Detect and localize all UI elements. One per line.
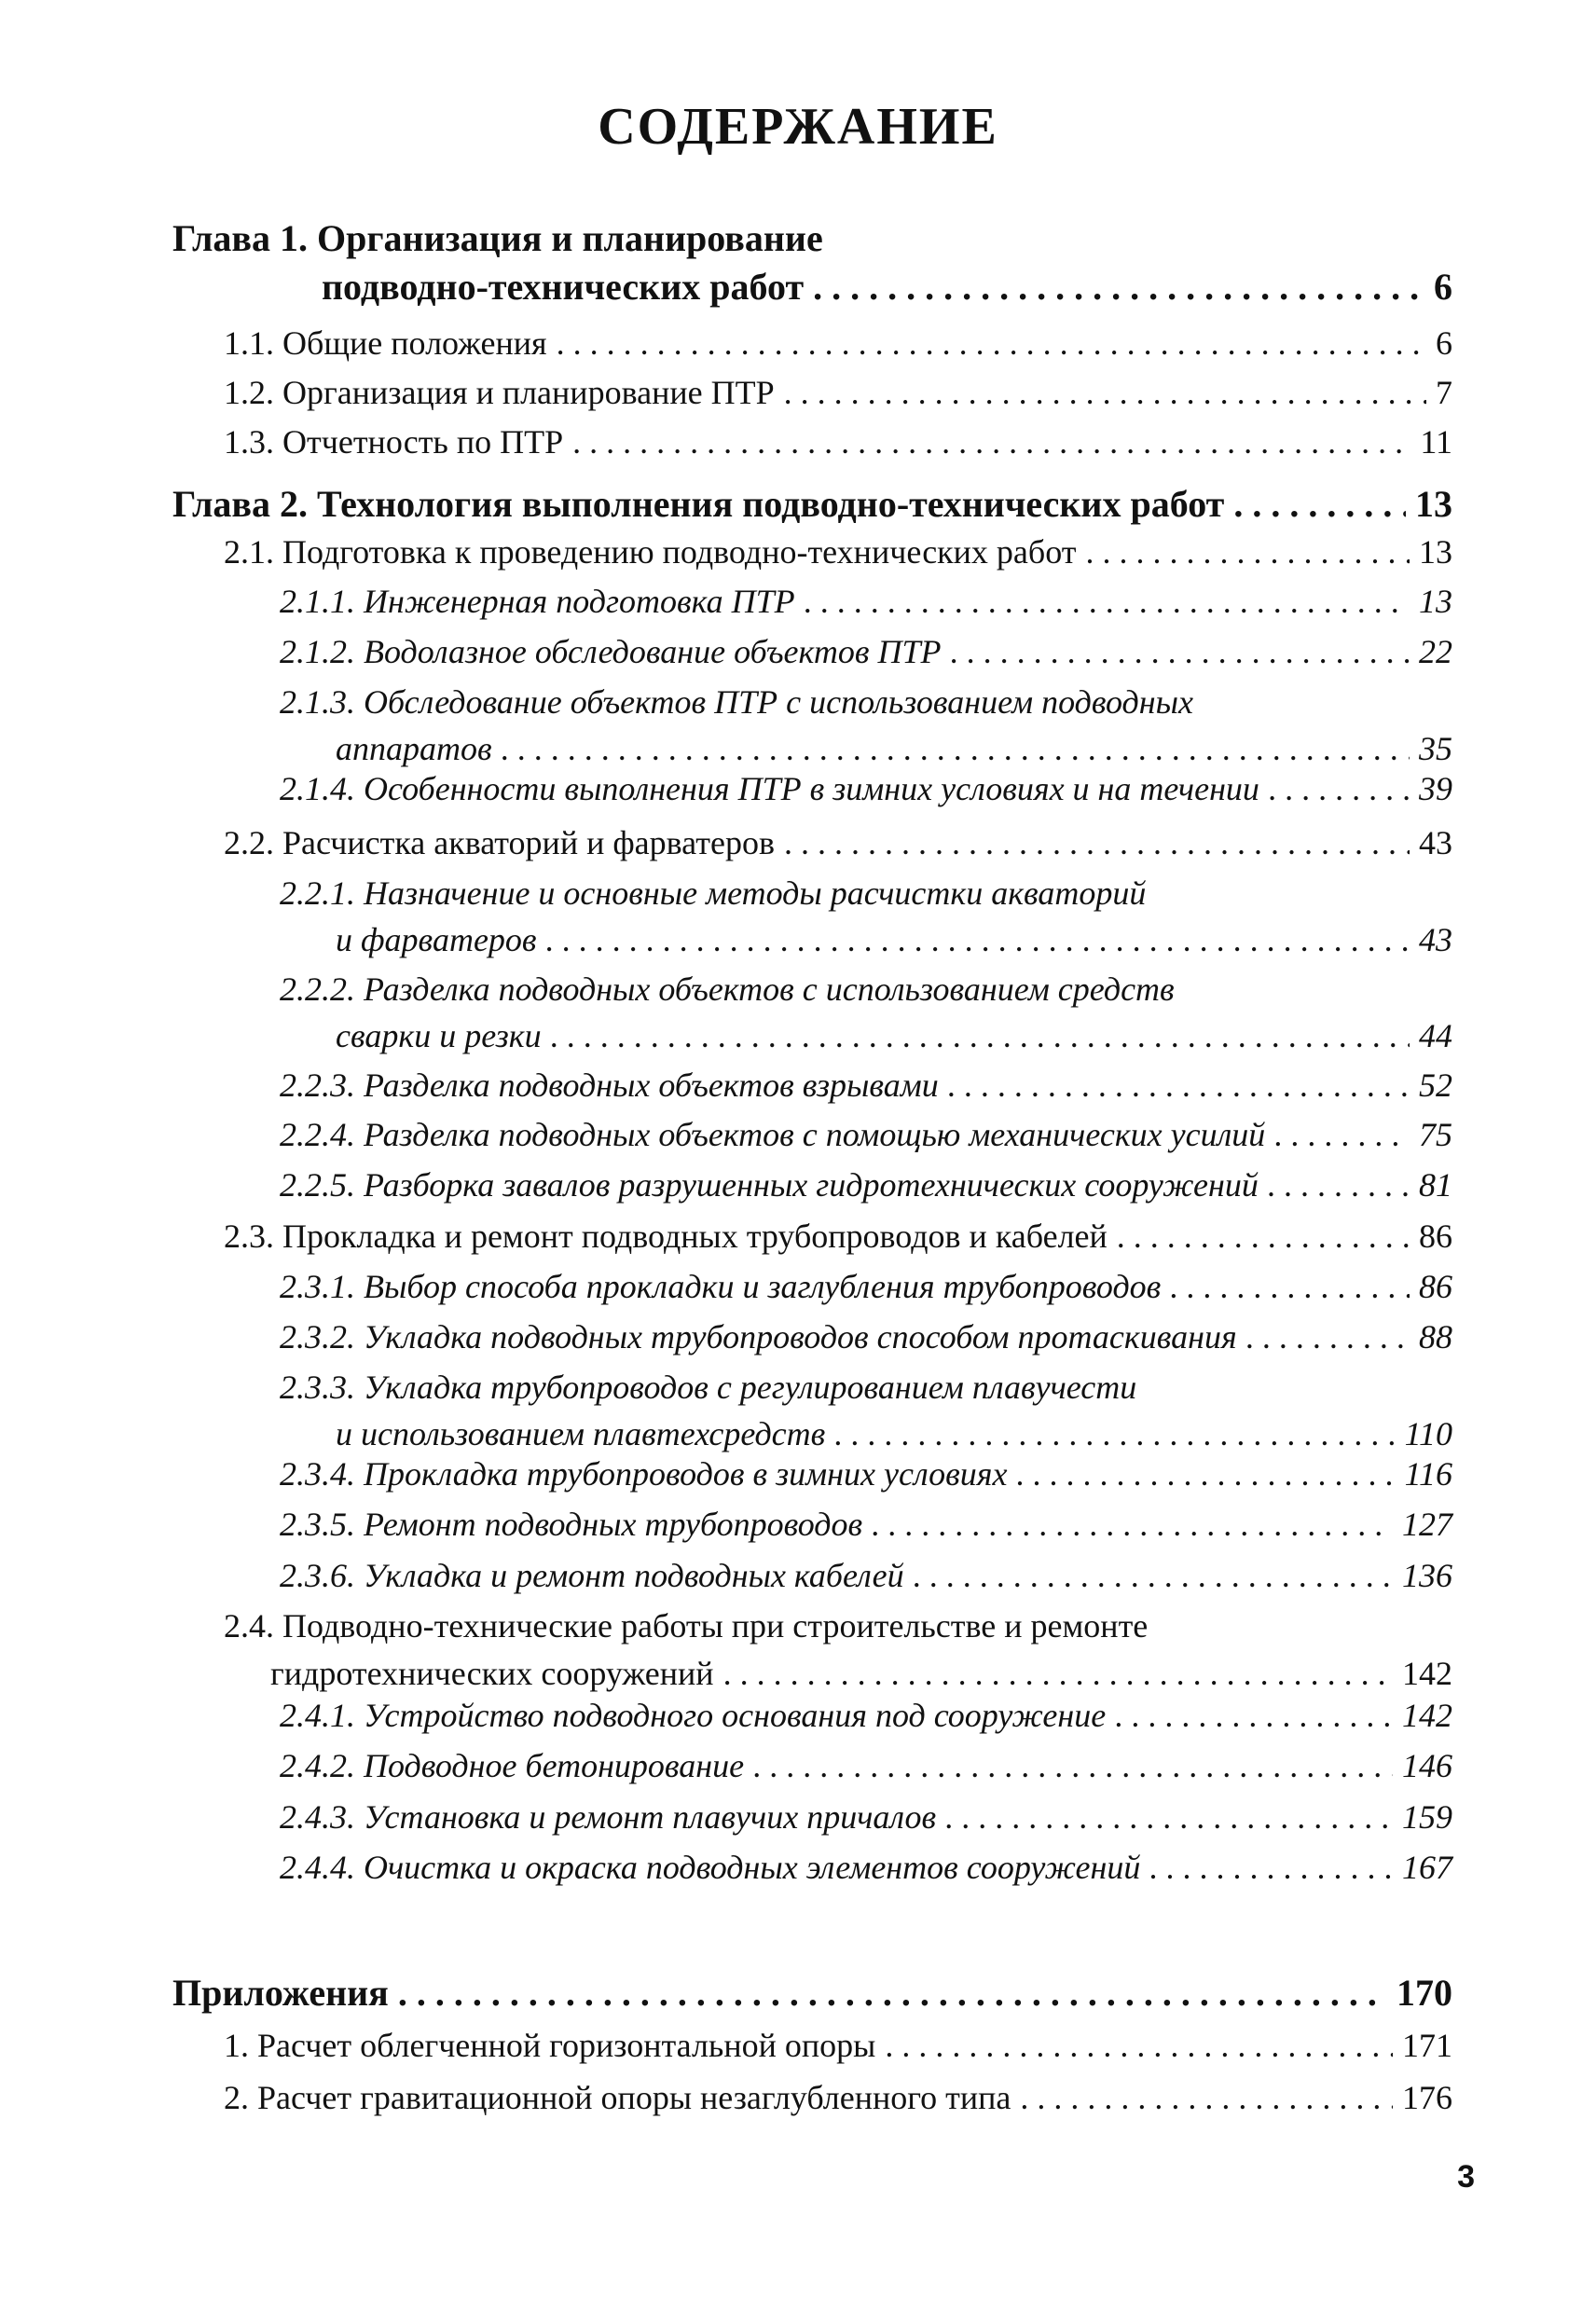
toc-entry-title-line: 2.1.3. Обследование объектов ПТР с использованием подводных <box>280 683 1193 721</box>
toc-entry-page: 142 <box>1402 1697 1452 1734</box>
dot-leader <box>546 920 1410 959</box>
dot-leader <box>557 323 1426 363</box>
toc-entry-title: аппаратов <box>336 730 492 767</box>
page-number: 3 <box>1457 2159 1475 2195</box>
dot-leader <box>872 1505 1393 1544</box>
toc-entry-title: 2.3.1. Выбор способа прокладки и заглубления трубопроводов <box>280 1268 1162 1305</box>
toc-entry-title: 2.1.4. Особенности выполнения ПТР в зимних условиях и на течении <box>280 770 1259 807</box>
dot-leader <box>1233 482 1406 526</box>
toc-entry-page: 170 <box>1396 1972 1452 2014</box>
toc-entry-title: и использованием плавтехсредств <box>336 1415 826 1452</box>
toc-entry-page: 116 <box>1404 1455 1452 1493</box>
dot-leader <box>1020 2078 1393 2117</box>
dot-leader <box>1085 532 1410 571</box>
toc-entry-page: 13 <box>1419 583 1452 620</box>
toc-entry-page: 13 <box>1415 483 1452 525</box>
toc-entry-page: 35 <box>1419 730 1452 767</box>
dot-leader <box>914 1556 1393 1595</box>
toc-entry-page: 136 <box>1402 1557 1452 1594</box>
toc-entry-title-line: Глава 1. Организация и планирование <box>172 217 823 259</box>
dot-leader <box>1149 1848 1393 1887</box>
toc-entry-page: 81 <box>1419 1166 1452 1204</box>
toc-entry-page: 43 <box>1419 824 1452 861</box>
toc-entry-title: 2.3.4. Прокладка трубопроводов в зимних условиях <box>280 1455 1008 1493</box>
toc-entry-page: 6 <box>1436 324 1452 362</box>
dot-leader <box>1269 769 1410 808</box>
toc-entry-page: 7 <box>1436 374 1452 411</box>
toc-entry-page: 142 <box>1402 1655 1452 1692</box>
toc-entry-page: 127 <box>1402 1506 1452 1543</box>
toc-entry-title: 2. Расчет гравитационной опоры незаглубленного типа <box>224 2079 1011 2116</box>
dot-leader <box>945 1797 1393 1837</box>
dot-leader <box>813 265 1424 309</box>
dot-leader <box>1170 1267 1410 1306</box>
dot-leader <box>502 729 1410 768</box>
dot-leader <box>1016 1454 1395 1493</box>
dot-leader <box>784 373 1426 412</box>
toc-entry-page: 86 <box>1419 1218 1452 1255</box>
dot-leader <box>948 1066 1410 1105</box>
toc-entry-title: 2.2.4. Разделка подводных объектов с помощью механических усилий <box>280 1116 1266 1153</box>
toc-entry-title: и фарватеров <box>336 921 537 958</box>
page-title: СОДЕРЖАНИЕ <box>598 98 998 156</box>
toc-entry-page: 39 <box>1419 770 1452 807</box>
toc-entry-title: 2.4.1. Устройство подводного основания под сооружение <box>280 1697 1107 1734</box>
toc-entry-title-line: 2.2.2. Разделка подводных объектов с использованием средств <box>280 970 1175 1008</box>
toc-entry-title: сварки и резки <box>336 1017 542 1054</box>
toc-entry-title: 2.2.3. Разделка подводных объектов взрывами <box>280 1067 939 1104</box>
dot-leader <box>572 422 1410 461</box>
toc-entry-title: 1.2. Организация и планирование ПТР <box>224 374 775 411</box>
toc-entry-title: 2.2. Расчистка акваторий и фарватеров <box>224 824 775 861</box>
toc-entry-page: 110 <box>1404 1415 1452 1452</box>
toc-entry-title: 2.2.5. Разборка завалов разрушенных гидротехнических сооружений <box>280 1166 1259 1204</box>
toc-entry-title: 1.1. Общие положения <box>224 324 547 362</box>
dot-leader <box>723 1654 1393 1693</box>
toc-entry-title: Приложения <box>172 1972 389 2014</box>
toc-entry-page: 159 <box>1402 1798 1452 1836</box>
dot-leader <box>1274 1115 1410 1154</box>
dot-leader <box>1115 1696 1393 1735</box>
toc-entry-title: 1. Расчет облегченной горизонтальной опоры <box>224 2027 876 2064</box>
toc-entry-title: 2.3.2. Укладка подводных трубопроводов способом протаскивания <box>280 1318 1237 1356</box>
dot-leader <box>885 2026 1393 2065</box>
toc-entry-page: 52 <box>1419 1067 1452 1104</box>
toc-entry-page: 86 <box>1419 1268 1452 1305</box>
toc-entry-title: 2.1. Подготовка к проведению подводно-технических работ <box>224 533 1077 571</box>
dot-leader <box>1268 1165 1410 1204</box>
toc-entry-title: 2.4.3. Установка и ремонт плавучих причалов <box>280 1798 937 1836</box>
toc-entry-title: 2.1.1. Инженерная подготовка ПТР <box>280 583 795 620</box>
toc-entry-page: 6 <box>1434 266 1452 308</box>
dot-leader <box>1117 1217 1410 1256</box>
toc-entry-page: 167 <box>1402 1849 1452 1886</box>
toc-entry-title: подводно-технических работ <box>322 266 805 308</box>
toc-entry-page: 171 <box>1402 2027 1452 2064</box>
toc-entry-page: 44 <box>1419 1017 1452 1054</box>
dot-leader <box>784 823 1410 862</box>
dot-leader <box>951 632 1410 671</box>
toc-entry-page: 88 <box>1419 1318 1452 1356</box>
toc-entry-page: 146 <box>1402 1747 1452 1784</box>
dot-leader <box>834 1414 1395 1453</box>
toc-entry-title-line: 2.3.3. Укладка трубопроводов с регулированием плавучести <box>280 1369 1137 1406</box>
toc-entry-title: 2.4.4. Очистка и окраска подводных элементов сооружений <box>280 1849 1141 1886</box>
toc-entry-title: гидротехнических сооружений <box>270 1655 714 1692</box>
dot-leader <box>551 1016 1410 1055</box>
toc-entry-page: 13 <box>1419 533 1452 571</box>
dot-leader <box>805 582 1410 621</box>
toc-entry-title: 2.3. Прокладка и ремонт подводных трубопроводов и кабелей <box>224 1218 1108 1255</box>
toc-entry-page: 43 <box>1419 921 1452 958</box>
toc-entry-title-line: 2.4. Подводно-технические работы при строительстве и ремонте <box>224 1607 1149 1645</box>
toc-entry-page: 176 <box>1402 2079 1452 2116</box>
toc-entry-page: 22 <box>1419 633 1452 670</box>
dot-leader <box>398 1971 1387 2015</box>
dot-leader <box>1246 1317 1410 1356</box>
toc-entry-title: 2.1.2. Водолазное обследование объектов ПТР <box>280 633 942 670</box>
toc-entry-title: 2.4.2. Подводное бетонирование <box>280 1747 745 1784</box>
toc-entry-title: 2.3.6. Укладка и ремонт подводных кабелей <box>280 1557 904 1594</box>
dot-leader <box>753 1746 1393 1785</box>
toc-entry-title-line: 2.2.1. Назначение и основные методы расчистки акваторий <box>280 874 1147 912</box>
toc-entry-title: 1.3. Отчетность по ПТР <box>224 423 564 461</box>
toc-entry-page: 75 <box>1419 1116 1452 1153</box>
toc-entry-title: 2.3.5. Ремонт подводных трубопроводов <box>280 1506 863 1543</box>
toc-entry-page: 11 <box>1420 423 1452 461</box>
toc-entry-title: Глава 2. Технология выполнения подводно-технических работ <box>172 483 1225 525</box>
